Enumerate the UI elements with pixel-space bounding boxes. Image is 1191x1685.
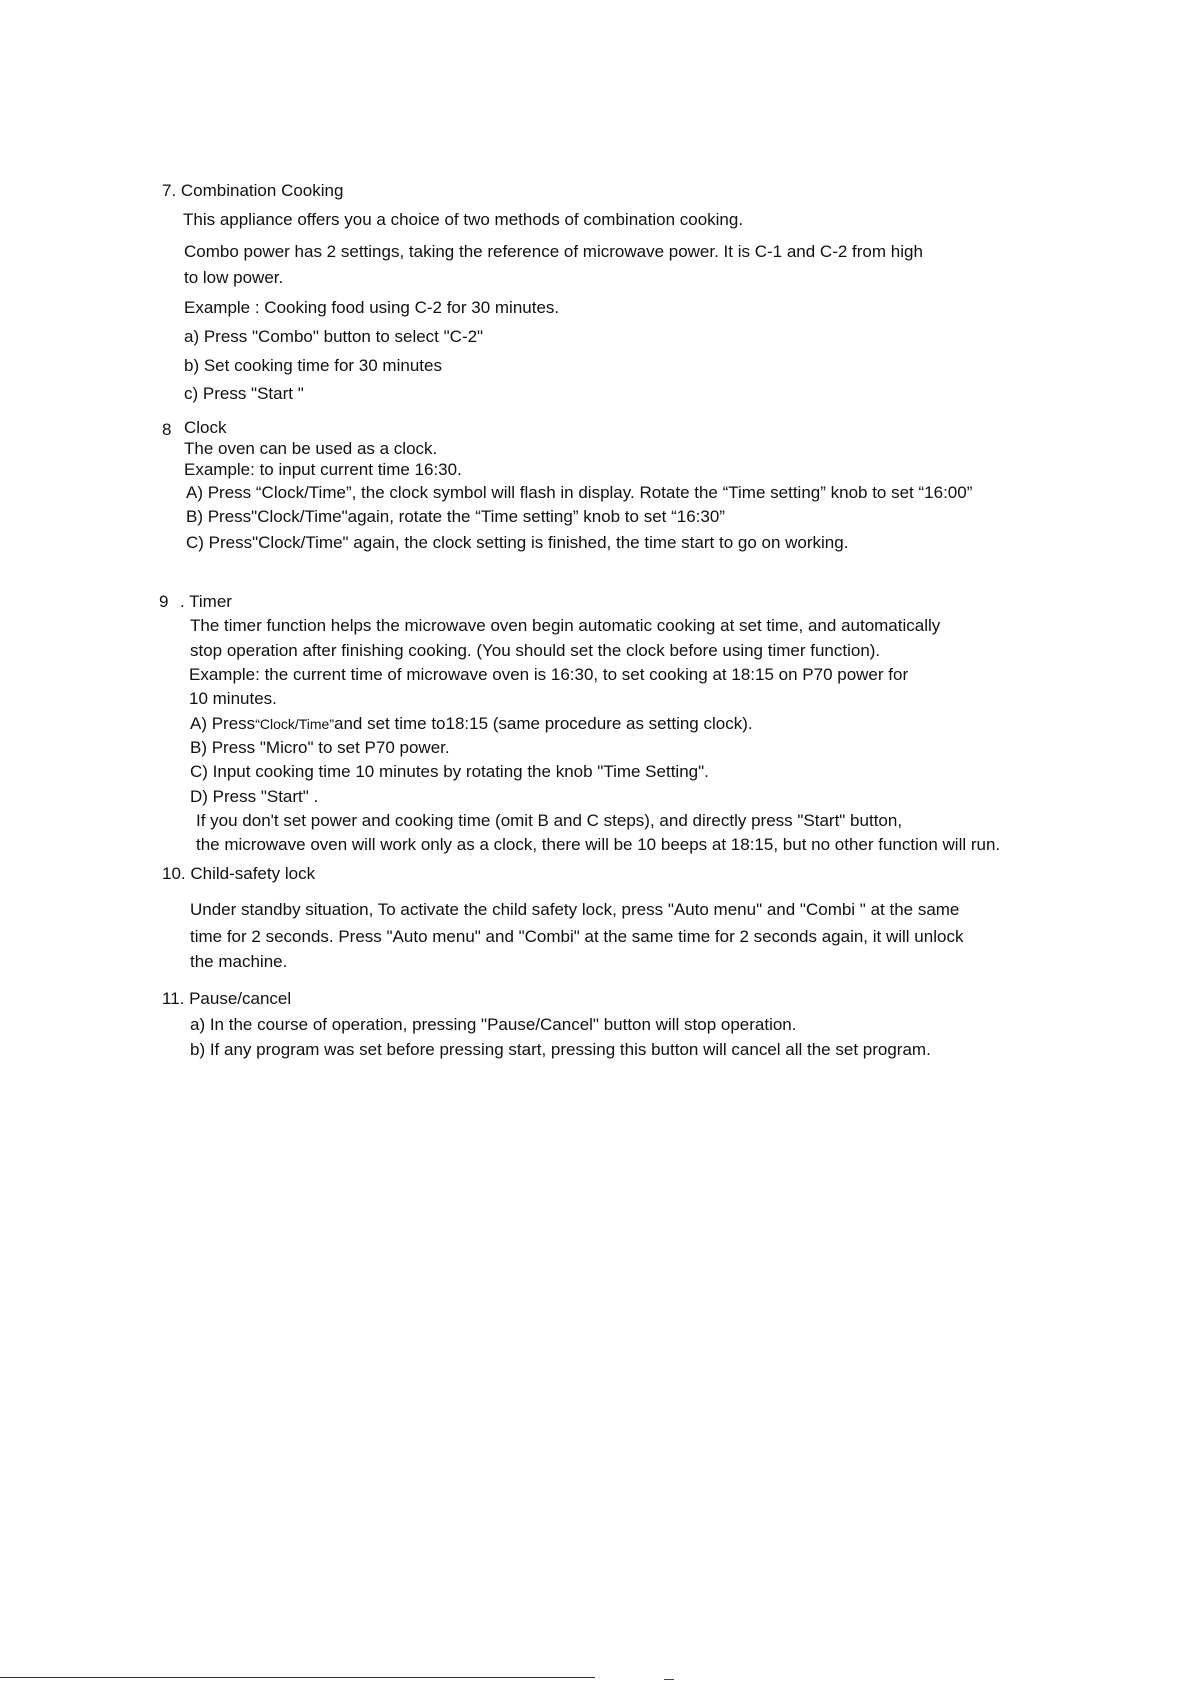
- combination-example: Example : Cooking food using C-2 for 30 minutes.: [184, 298, 560, 317]
- timer-step-a-prefix: A) Press: [190, 714, 256, 733]
- combination-step-c: c) Press "Start ": [184, 384, 304, 403]
- timer-example-line-1: Example: the current time of microwave oven is 16:30, to set cooking at 18:15 on P70 power for: [189, 665, 909, 684]
- combination-power-line-1: Combo power has 2 settings, taking the reference of microwave power. It is C-1 and C-2 from high: [184, 242, 923, 261]
- clock-step-c: C) Press"Clock/Time" again, the clock setting is finished, the time start to go on working.: [186, 533, 849, 552]
- page-bottom-rule: [0, 1677, 595, 1678]
- section-number-clock: 8: [162, 420, 172, 439]
- timer-step-a: [190, 714, 753, 734]
- timer-example-line-2: 10 minutes.: [189, 689, 277, 708]
- section-heading-combination: 7. Combination Cooking: [162, 181, 344, 200]
- section-number-timer: 9: [159, 592, 169, 611]
- clock-intro: The oven can be used as a clock.: [184, 439, 438, 458]
- timer-desc-line-2: stop operation after finishing cooking. (You should set the clock before using timer function).: [190, 641, 881, 660]
- section-heading-child-lock: 10. Child-safety lock: [162, 864, 316, 883]
- timer-step-a-key: “Clock/Time”: [255, 716, 334, 732]
- section-heading-timer: . Timer: [180, 592, 232, 611]
- child-lock-line-2: time for 2 seconds. Press "Auto menu" and "Combi" at the same time for 2 seconds again, it will unlock: [190, 927, 964, 946]
- timer-step-b: B) Press "Micro" to set P70 power.: [190, 738, 450, 757]
- timer-note-line-1: If you don't set power and cooking time (omit B and C steps), and directly press "Start" button,: [196, 811, 903, 830]
- clock-example: Example: to input current time 16:30.: [184, 460, 462, 479]
- combination-step-b: b) Set cooking time for 30 minutes: [184, 356, 442, 375]
- timer-step-c: C) Input cooking time 10 minutes by rotating the knob "Time Setting".: [190, 762, 709, 781]
- section-heading-pause: 11. Pause/cancel: [162, 989, 292, 1008]
- timer-step-d: D) Press "Start" .: [190, 787, 319, 806]
- pause-line-b: b) If any program was set before pressing start, pressing this button will cancel all the set program.: [190, 1040, 931, 1059]
- combination-intro: This appliance offers you a choice of two methods of combination cooking.: [183, 210, 744, 229]
- page-bottom-mark: [664, 1679, 674, 1680]
- clock-step-a: A) Press “Clock/Time”, the clock symbol will flash in display. Rotate the “Time setting” knob to set “16:00”: [186, 483, 973, 502]
- section-heading-clock: Clock: [184, 418, 227, 437]
- child-lock-line-3: the machine.: [190, 952, 288, 971]
- timer-step-a-suffix: and set time to18:15 (same procedure as setting clock).: [334, 714, 753, 733]
- combination-step-a: a) Press "Combo" button to select "C-2": [184, 327, 484, 346]
- combination-power-line-2: to low power.: [184, 268, 284, 287]
- timer-desc-line-1: The timer function helps the microwave oven begin automatic cooking at set time, and automatically: [190, 616, 941, 635]
- timer-note-line-2: the microwave oven will work only as a clock, there will be 10 beeps at 18:15, but no other function will run.: [196, 835, 1001, 854]
- child-lock-line-1: Under standby situation, To activate the child safety lock, press "Auto menu" and "Combi " at the same: [190, 900, 960, 919]
- pause-line-a: a) In the course of operation, pressing "Pause/Cancel" button will stop operation.: [190, 1015, 797, 1034]
- clock-step-b: B) Press"Clock/Time"again, rotate the “Time setting” knob to set “16:30”: [186, 507, 725, 526]
